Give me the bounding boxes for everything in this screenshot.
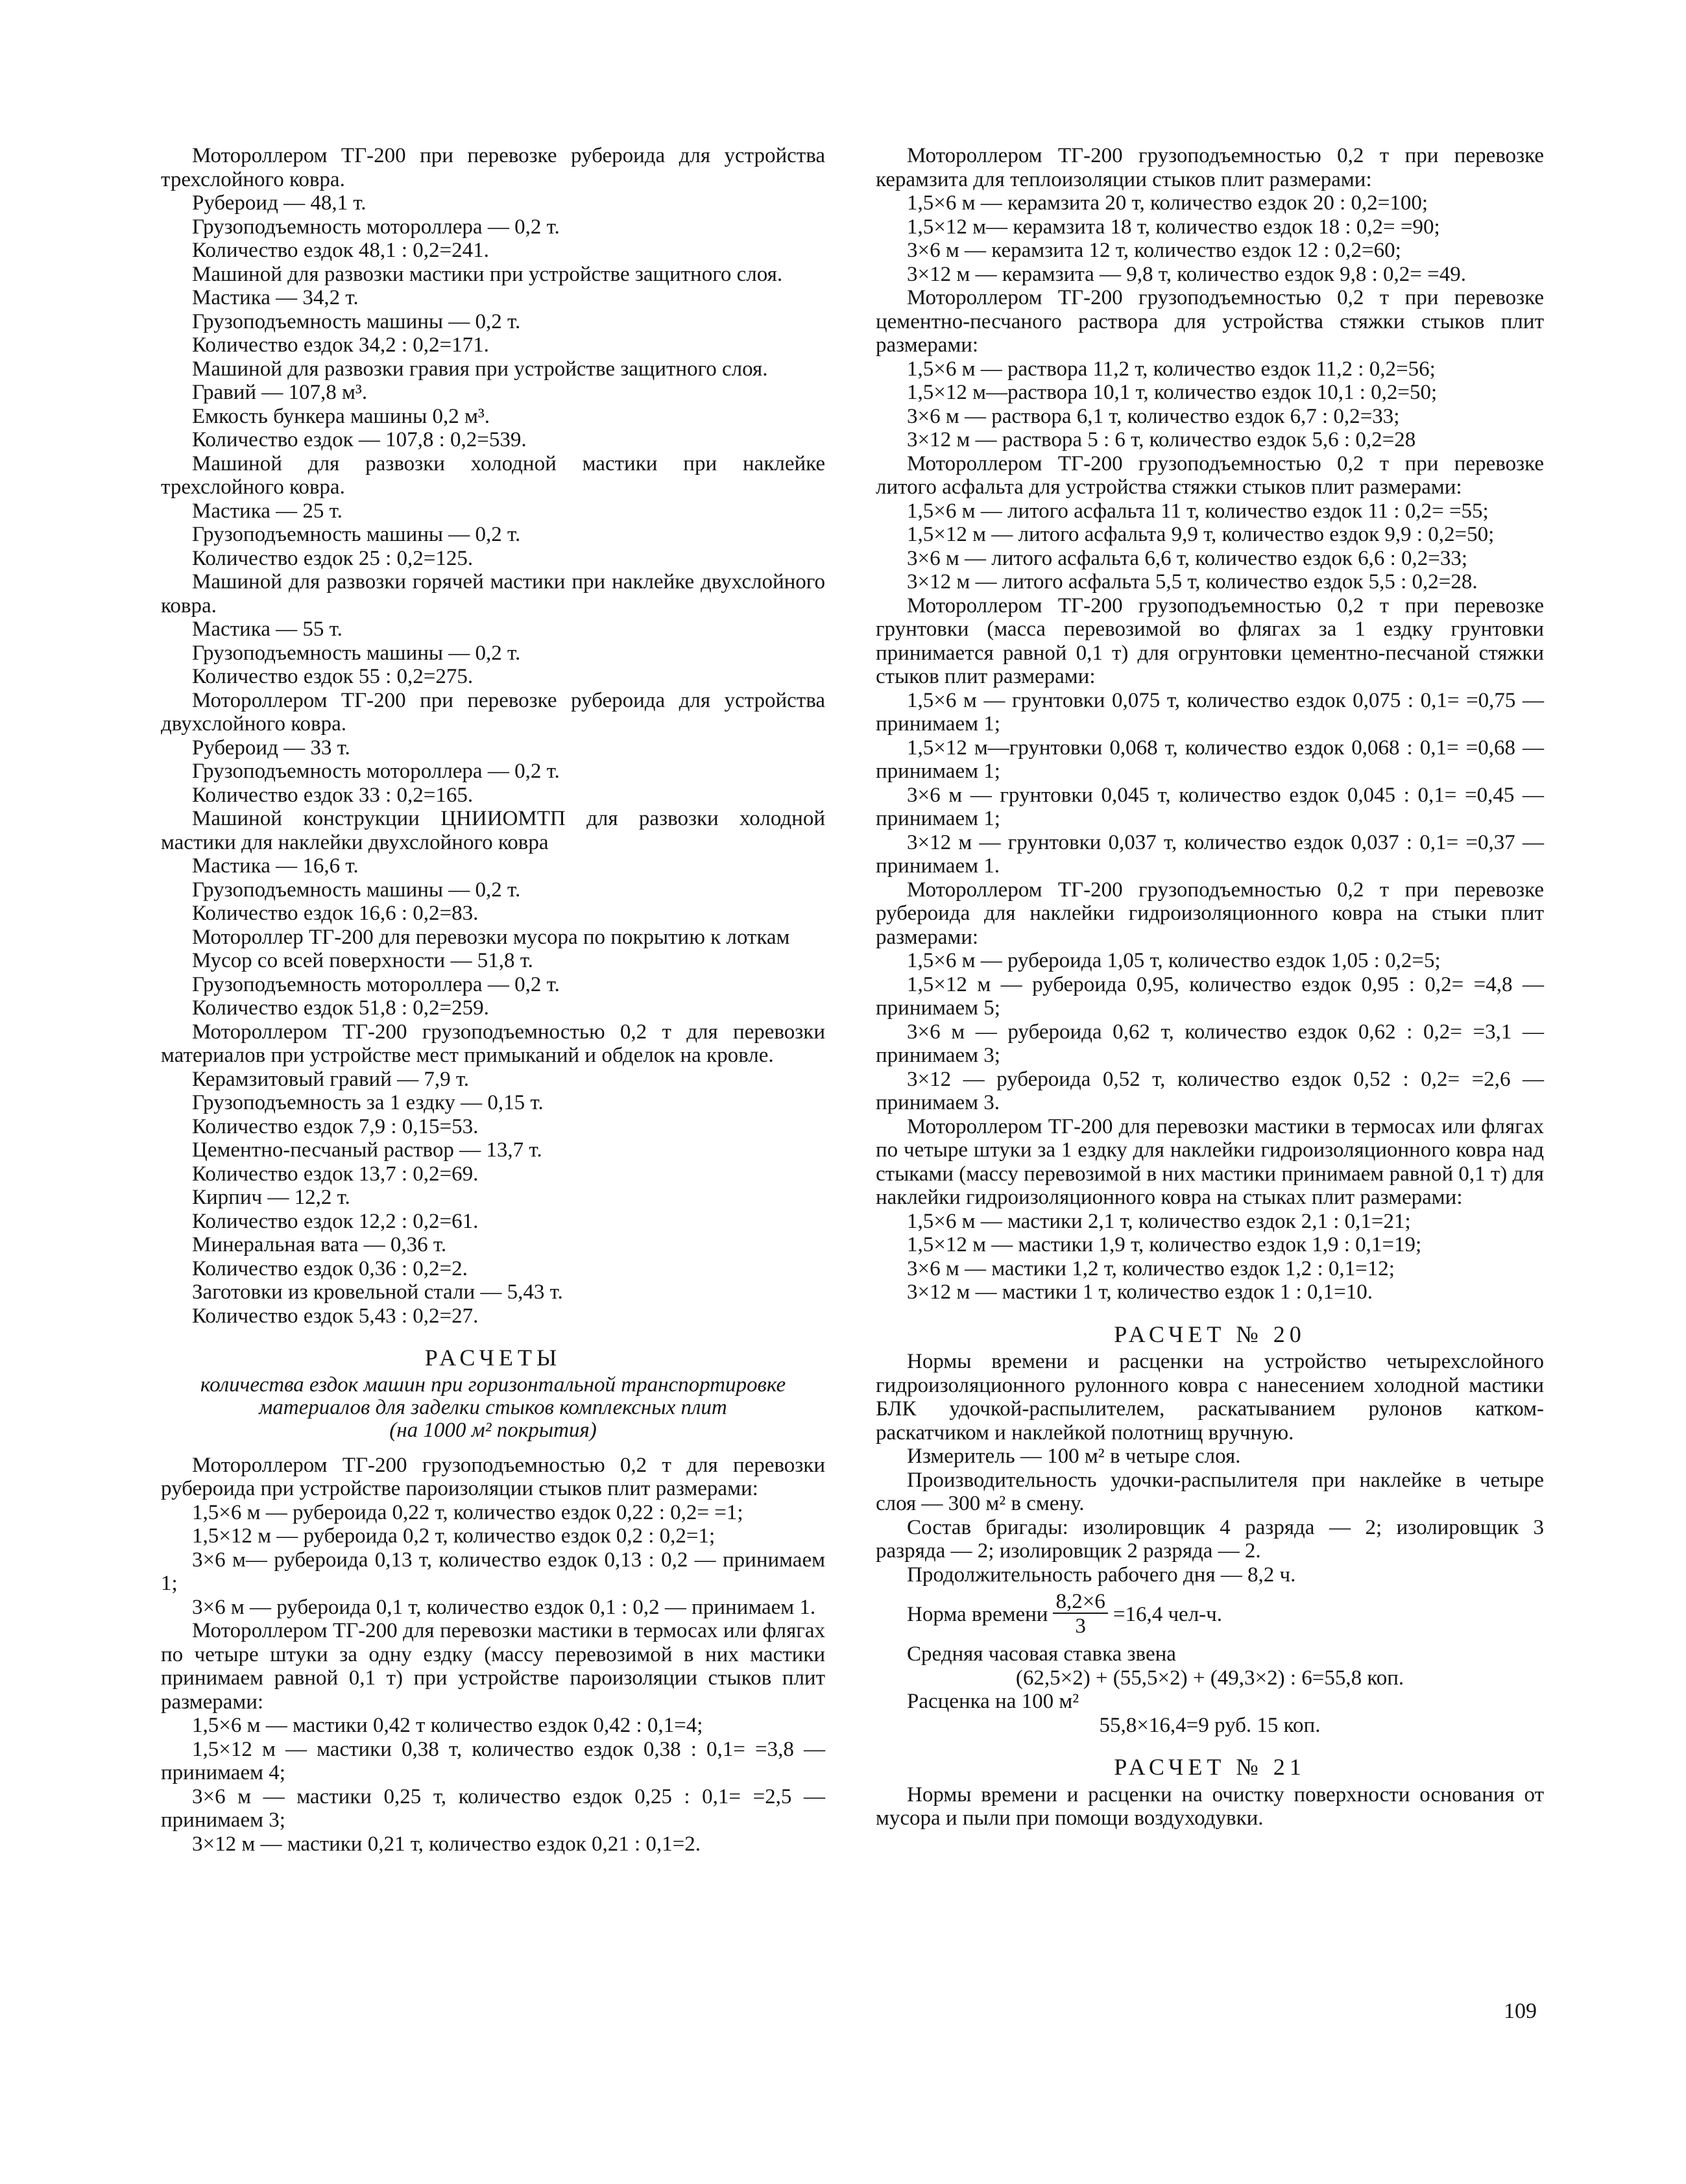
list-item: Рубероид — 48,1 т.	[192, 191, 367, 215]
list-item: Заготовки из кровельной стали — 5,43 т.	[192, 1280, 563, 1304]
paragraph: Мотороллером ТГ-200 для перевозки мастики в термосах или флягах по четыре штуки за одну ездку (массу перевозимой в них мастики принимаем равной 0,1 т) при устройстве пароизоляции стыков плит размерами:	[161, 1619, 825, 1714]
list-item: Количество ездок 0,36 : 0,2=2.	[192, 1256, 468, 1280]
list-item: Грузоподъемность за 1 ездку — 0,15 т.	[192, 1091, 544, 1114]
list-item: Количество ездок 51,8 : 0,2=259.	[192, 996, 489, 1020]
list-item: 3×6 м — мастики 0,25 т, количество ездок 0,25 : 0,1= =2,5 — принимаем 3;	[161, 1784, 825, 1832]
price-formula: 55,8×16,4=9 руб. 15 коп.	[1099, 1713, 1321, 1737]
calc-20-heading: РАСЧЕТ № 20	[1114, 1321, 1306, 1347]
list-item: Грузоподъемность машины — 0,2 т.	[192, 878, 521, 902]
paragraph: Машиной для развозки гравия при устройстве защитного слоя.	[192, 357, 768, 381]
paragraph: Машиной конструкции ЦНИИОМТП для развозки холодной мастики для наклейки двухслойного ковра	[161, 807, 825, 854]
paragraph: Мотороллер ТГ-200 для перевозки мусора по покрытию к лоткам	[192, 925, 790, 949]
list-item: 1,5×6 м — раствора 11,2 т, количество ездок 11,2 : 0,2=56;	[907, 357, 1436, 381]
paragraph: Измеритель — 100 м² в четыре слоя.	[907, 1445, 1241, 1468]
list-item: 1,5×12 м—раствора 10,1 т, количество ездок 10,1 : 0,2=50;	[907, 381, 1438, 404]
list-item: Количество ездок 7,9 : 0,15=53.	[192, 1114, 479, 1138]
list-item: 1,5×6 м — рубероида 0,22 т, количество ездок 0,22 : 0,2= =1;	[192, 1500, 743, 1524]
paragraph: Состав бригады: изолировщик 4 разряда — 2; изолировщик 3 разряда — 2; изолировщик 2 разряда — 2.	[876, 1515, 1544, 1563]
list-item: 3×6 м — литого асфальта 6,6 т, количество ездок 6,6 : 0,2=33;	[907, 546, 1468, 570]
paragraph: Мотороллером ТГ-200 грузоподъемностью 0,2 т при перевозке рубероида для наклейки гидроизоляционного ковра на стыки плит размерами:	[876, 878, 1544, 949]
section-subheading	[161, 1374, 825, 1442]
rate-formula: (62,5×2) + (55,5×2) + (49,3×2) : 6=55,8 коп.	[1015, 1666, 1404, 1690]
list-item: 3×12 — рубероида 0,52 т, количество ездок 0,52 : 0,2= =2,6 — принимаем 3.	[876, 1067, 1544, 1114]
right-items-block	[876, 144, 1544, 1304]
list-item: 1,5×12 м — мастики 1,9 т, количество ездок 1,9 : 0,1=19;	[907, 1233, 1422, 1256]
list-item: Мастика — 34,2 т.	[192, 286, 359, 309]
list-item: 3×6 м — рубероида 0,62 т, количество ездок 0,62 : 0,2= =3,1 — принимаем 3;	[876, 1020, 1544, 1067]
list-item: Грузоподъемность мотороллера — 0,2 т.	[192, 215, 560, 239]
list-item: 3×6 м— рубероида 0,13 т, количество ездок 0,13 : 0,2 — принимаем 1;	[161, 1548, 825, 1595]
page-number: 109	[1504, 1999, 1537, 2023]
paragraph: Нормы времени и расценки на устройство четырехслойного гидроизоляционного рулонного ковра с нанесением холодной мастики БЛК удочкой-распылителем, раскатыванием рулонов катком-раскатчиком и наклейкой полотнищ вручную.	[876, 1350, 1544, 1445]
list-item: 1,5×12 м—грунтовки 0,068 т, количество ездок 0,068 : 0,1= =0,68 — принимаем 1;	[876, 736, 1544, 783]
list-item: Грузоподъемность мотороллера — 0,2 т.	[192, 972, 560, 996]
list-item: 1,5×12 м — рубероида 0,95, количество ездок 0,95 : 0,2= =4,8 — принимаем 5;	[876, 972, 1544, 1020]
list-item: 3×6 м — керамзита 12 т, количество ездок 12 : 0,2=60;	[907, 239, 1401, 262]
norm-result: =16,4 чел-ч.	[1113, 1602, 1223, 1626]
list-item: Количество ездок 34,2 : 0,2=171.	[192, 333, 489, 357]
list-item: Цементно-песчаный раствор — 13,7 т.	[192, 1138, 542, 1162]
list-item: 3×6 м — раствора 6,1 т, количество ездок 6,7 : 0,2=33;	[907, 404, 1400, 428]
list-item: 3×12 м — грунтовки 0,037 т, количество ездок 0,037 : 0,1= =0,37 — принимаем 1.	[876, 830, 1544, 878]
norm-label: Норма времени	[907, 1602, 1048, 1626]
list-item: 1,5×12 м — литого асфальта 9,9 т, количество ездок 9,9 : 0,2=50;	[907, 523, 1495, 546]
paragraph: Машиной для развозки горячей мастики при наклейке двухслойного ковра.	[161, 570, 825, 618]
list-item: 3×12 м — керамзита — 9,8 т, количество ездок 9,8 : 0,2= =49.	[907, 262, 1466, 286]
calc-20-text-block	[876, 1350, 1544, 1587]
list-item: Мастика — 55 т.	[192, 618, 343, 641]
subheading-line-3: (на 1000 м² покрытия)	[389, 1418, 597, 1442]
list-item: Количество ездок 55 : 0,2=275.	[192, 665, 474, 688]
paragraph: Мотороллером ТГ-200 грузоподъемностью 0,2 т при перевозке грунтовки (масса перевозимой во флягах за 1 ездку грунтовки принимается равной 0,1 т) для огрунтовки цементно-песчаной стяжки стыков плит размерами:	[876, 594, 1544, 688]
rate-label: Средняя часовая ставка звена	[907, 1642, 1176, 1666]
list-item: 1,5×6 м — мастики 2,1 т, количество ездок 2,1 : 0,1=21;	[907, 1209, 1411, 1233]
list-item: Грузоподъемность машины — 0,2 т.	[192, 309, 521, 333]
list-item: Грузоподъемность мотороллера — 0,2 т.	[192, 760, 560, 783]
paragraph: Машиной для развозки холодной мастики при наклейке трехслойного ковра.	[161, 451, 825, 499]
list-item: 1,5×12 м — рубероида 0,2 т, количество ездок 0,2 : 0,2=1;	[192, 1524, 716, 1548]
paragraph: Мотороллером ТГ-200 для перевозки мастики в термосах или флягах по четыре штуки за 1 ездку для наклейки гидроизоляционного ковра над стыками (массу перевозимой в них мастики принимаем равной 0,1 т) для наклейки гидроизоляционного ковра на стыках плит размерами:	[876, 1114, 1544, 1209]
list-item: 1,5×6 м — литого асфальта 11 т, количество ездок 11 : 0,2= =55;	[907, 499, 1489, 523]
list-item: 3×6 м — рубероида 0,1 т, количество ездок 0,1 : 0,2 — принимаем 1.	[192, 1595, 816, 1619]
list-item: Мусор со всей поверхности — 51,8 т.	[192, 949, 533, 972]
paragraph: Мотороллером ТГ-200 при перевозке рубероида для устройства трехслойного ковра.	[161, 144, 825, 191]
list-item: 3×12 м — мастики 1 т, количество ездок 1 : 0,1=10.	[907, 1280, 1373, 1304]
subheading-line-1: количества ездок машин при горизонтальной транспортировке	[200, 1373, 786, 1397]
list-item: Количество ездок — 107,8 : 0,2=539.	[192, 428, 527, 451]
list-item: Мастика — 16,6 т.	[192, 854, 359, 878]
list-item: 1,5×6 м — грунтовки 0,075 т, количество ездок 0,075 : 0,1= =0,75 — принимаем 1;	[876, 688, 1544, 736]
list-item: Количество ездок 25 : 0,2=125.	[192, 546, 474, 570]
list-item: Керамзитовый гравий — 7,9 т.	[192, 1067, 470, 1091]
list-item: 1,5×12 м— керамзита 18 т, количество ездок 18 : 0,2= =90;	[907, 215, 1440, 239]
price-label: Расценка на 100 м²	[907, 1690, 1079, 1713]
calc-21-heading: РАСЧЕТ № 21	[1114, 1754, 1306, 1780]
list-item: 1,5×6 м — рубероида 1,05 т, количество ездок 1,05 : 0,2=5;	[907, 949, 1441, 972]
left-column	[161, 144, 825, 1856]
list-item: 3×6 м — грунтовки 0,045 т, количество ездок 0,045 : 0,1= =0,45 — принимаем 1;	[876, 783, 1544, 830]
paragraph: Мотороллером ТГ-200 грузоподъемностью 0,2 т для перевозки рубероида при устройстве пароизоляции стыков плит размерами:	[161, 1453, 825, 1500]
list-item: 3×12 м — литого асфальта 5,5 т, количество ездок 5,5 : 0,2=28.	[907, 570, 1478, 594]
paragraph: Производительность удочки-распылителя при наклейке в четыре слоя — 300 м² в смену.	[876, 1468, 1544, 1515]
norm-numerator: 8,2×6	[1053, 1590, 1107, 1614]
list-item: Количество ездок 12,2 : 0,2=61.	[192, 1209, 479, 1233]
list-item: Гравий — 107,8 м³.	[192, 381, 368, 404]
norm-fraction	[1053, 1590, 1107, 1638]
list-item: Количество ездок 48,1 : 0,2=241.	[192, 239, 489, 262]
norm-formula	[876, 1590, 1544, 1638]
list-item: Рубероид — 33 т.	[192, 736, 350, 760]
list-item: Грузоподъемность машины — 0,2 т.	[192, 523, 521, 546]
list-item: Мастика — 25 т.	[192, 499, 343, 523]
list-item: Количество ездок 5,43 : 0,2=27.	[192, 1304, 479, 1328]
list-item: Емкость бункера машины 0,2 м³.	[192, 404, 490, 428]
paragraph: Мотороллером ТГ-200 грузоподъемностью 0,2 т при перевозке литого асфальта для устройства стяжки стыков плит размерами:	[876, 451, 1544, 499]
paragraph: Продолжительность рабочего дня — 8,2 ч.	[907, 1563, 1296, 1587]
paragraph: Машиной для развозки мастики при устройстве защитного слоя.	[192, 262, 783, 286]
calc-21-text: Нормы времени и расценки на очистку поверхности основания от мусора и пыли при помощи воздуходувки.	[876, 1782, 1544, 1830]
list-item: 1,5×12 м — мастики 0,38 т, количество ездок 0,38 : 0,1= =3,8 — принимаем 4;	[161, 1737, 825, 1784]
paragraph: Мотороллером ТГ-200 грузоподъемностью 0,2 т при перевозке цементно-песчаного раствора для устройства стяжки стыков плит размерами:	[876, 286, 1544, 357]
right-column	[876, 144, 1544, 1830]
left-calc-block	[161, 1454, 825, 1856]
list-item: 1,5×6 м — мастики 0,42 т количество ездок 0,42 : 0,1=4;	[192, 1714, 703, 1737]
list-item: Количество ездок 16,6 : 0,2=83.	[192, 902, 479, 925]
left-intro-block	[161, 144, 825, 1328]
list-item: Количество ездок 13,7 : 0,2=69.	[192, 1162, 479, 1186]
subheading-line-2: материалов для заделки стыков комплексных плит	[259, 1395, 727, 1419]
list-item: Минеральная вата — 0,36 т.	[192, 1233, 447, 1256]
paragraph: Мотороллером ТГ-200 при перевозке рубероида для устройства двухслойного ковра.	[161, 688, 825, 736]
list-item: Кирпич — 12,2 т.	[192, 1186, 350, 1209]
list-item: Грузоподъемность машины — 0,2 т.	[192, 641, 521, 665]
list-item: 3×12 м — раствора 5 : 6 т, количество ездок 5,6 : 0,2=28	[907, 428, 1416, 451]
paragraph: Мотороллером ТГ-200 грузоподъемностью 0,2 т при перевозке керамзита для теплоизоляции стыков плит размерами:	[876, 144, 1544, 191]
norm-denominator: 3	[1075, 1614, 1086, 1638]
section-heading-calculations: РАСЧЕТЫ	[424, 1345, 562, 1371]
list-item: 3×12 м — мастики 0,21 т, количество ездок 0,21 : 0,1=2.	[192, 1832, 701, 1856]
paragraph: Мотороллером ТГ-200 грузоподъемностью 0,2 т для перевозки материалов при устройстве мест примыканий и обделок на кровле.	[161, 1020, 825, 1067]
list-item: 1,5×6 м — керамзита 20 т, количество ездок 20 : 0,2=100;	[907, 191, 1428, 215]
list-item: Количество ездок 33 : 0,2=165.	[192, 783, 474, 807]
list-item: 3×6 м — мастики 1,2 т, количество ездок 1,2 : 0,1=12;	[907, 1256, 1395, 1280]
